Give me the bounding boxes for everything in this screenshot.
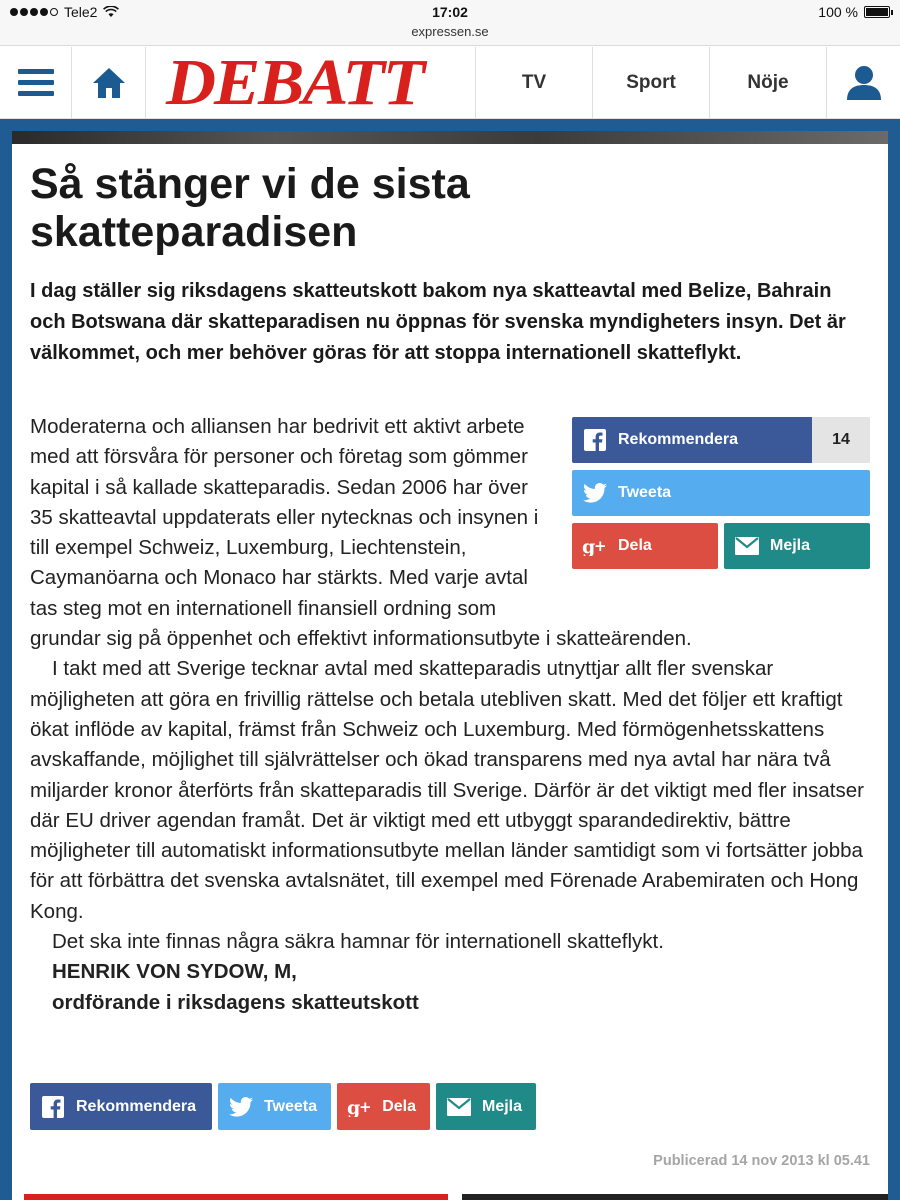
status-right xyxy=(818,4,890,20)
google-share-button-bottom[interactable] xyxy=(337,1083,430,1130)
user-icon xyxy=(845,65,883,101)
article-headline: Så stänger vi de sista skatteparadisen xyxy=(30,160,470,256)
battery-icon xyxy=(864,6,890,18)
mail-button[interactable] xyxy=(724,523,870,569)
tweet-label: Tweeta xyxy=(263,1097,317,1115)
svg-text:+: + xyxy=(594,537,607,555)
share-box-top xyxy=(572,417,870,569)
nav-underline xyxy=(0,119,900,131)
recommend-button[interactable] xyxy=(572,417,812,463)
mail-button-bottom[interactable] xyxy=(436,1083,536,1130)
hero-image-strip xyxy=(12,131,888,144)
mail-label: Mejla xyxy=(770,537,811,554)
tab-tv[interactable]: TV xyxy=(476,47,593,118)
google-share-button[interactable] xyxy=(572,523,718,569)
site-nav xyxy=(0,47,900,119)
debatt-logo: DEBATT xyxy=(166,45,423,119)
tweet-row xyxy=(572,470,870,516)
battery-percent: 100 % xyxy=(818,4,858,20)
footer-teaser-red[interactable] xyxy=(24,1194,448,1200)
recommend-button-bottom[interactable] xyxy=(30,1083,212,1130)
tweet-label: Tweeta xyxy=(618,484,672,501)
tab-noje[interactable]: Nöje xyxy=(710,47,827,118)
mail-icon xyxy=(724,537,770,555)
author-title: ordförande i riksdagens skatteutskott xyxy=(52,990,419,1014)
author-name: HENRIK VON SYDOW, M, xyxy=(52,960,297,984)
recommend-label: Rekommendera xyxy=(618,431,739,448)
battery-fill xyxy=(866,8,888,16)
twitter-icon xyxy=(572,483,618,503)
published-date: Publicerad 14 nov 2013 kl 05.41 xyxy=(653,1153,870,1169)
svg-text:+: + xyxy=(358,1097,372,1116)
section-logo[interactable] xyxy=(146,47,476,118)
svg-text:g: g xyxy=(582,536,596,556)
hamburger-icon xyxy=(18,69,54,96)
clock: 17:02 xyxy=(432,4,468,20)
share-box-bottom xyxy=(30,1083,536,1130)
google-share-label: Dela xyxy=(618,537,652,554)
recommend-row xyxy=(572,417,870,463)
google-plus-icon xyxy=(572,536,618,556)
article-lead: I dag ställer sig riksdagens skatteutskott bakom nya skatteavtal med Belize, Bahrain och Botswana där skatteparadisen nu öppnas för svenska myndigheters insyn. Det är välkommet, och mer behöver göras för att stoppa internationell skatteflykt. xyxy=(30,280,846,364)
address-bar-url[interactable]: expressen.se xyxy=(411,24,489,39)
tweet-button[interactable] xyxy=(572,470,870,516)
mail-icon xyxy=(436,1098,482,1116)
facebook-icon xyxy=(30,1096,76,1118)
left-frame xyxy=(0,119,12,1200)
recommend-label: Rekommendera xyxy=(76,1097,197,1115)
paragraph-1: Moderaterna och alliansen har bedrivit ett aktivt arbete med att försvåra för personer och företag som gömmer kapital i så kallade skatteparadis. Sedan 2006 har över 35 skatteavtal uppdaterats eller nytecknas och insynen i till exempel Schweiz, Luxemburg, Liechtenstein, Caymanöarna och Monaco har stärkts. Med varje avtal tas steg mot en internationell finansiell ordning som grundar sig på öppenhet och effektivt informationsutbyte i skatteärenden. xyxy=(30,415,692,651)
home-button[interactable] xyxy=(72,47,146,118)
status-bar xyxy=(0,0,900,46)
google-plus-icon xyxy=(337,1097,382,1117)
footer-teaser-dark[interactable] xyxy=(462,1194,888,1200)
svg-text:g: g xyxy=(346,1096,360,1117)
home-icon xyxy=(91,66,127,100)
paragraph-2: I takt med att Sverige tecknar avtal med skatteparadis utnyttjar allt fler svenskar möjligheten att göra en frivillig rättelse och betala utebliven skatt. Med det följer ett kraftigt ökat inflöde av kapital, främst från Schweiz och Luxemburg. Med förmögenhetsskattens avskaffande, möjlighet till självrättelser och ökad transparens med nya avtal har nära två miljarder kronor återförts från skatteparadis till Sverige. Därför är det viktigt med fler insatser där EU driver agendan framåt. Det är viktigt med ett utbyggt sparandedirektiv, bättre möjligheter till automatiskt informationsutbyte mellan länder samtidigt som vi fortsätter jobba för att förbättra det svenska avtalsnätet, till exempel med Förenade Arabemiraten och Hong Kong. xyxy=(30,657,864,923)
facebook-icon xyxy=(572,429,618,451)
menu-button[interactable] xyxy=(0,47,72,118)
recommend-count: 14 xyxy=(812,417,870,463)
share-row xyxy=(572,523,870,569)
right-frame xyxy=(888,119,900,1200)
paragraph-3: Det ska inte finnas några säkra hamnar för internationell skatteflykt. xyxy=(52,930,664,954)
tab-sport[interactable]: Sport xyxy=(593,47,710,118)
mail-label: Mejla xyxy=(481,1097,522,1115)
google-share-label: Dela xyxy=(382,1097,416,1115)
twitter-icon xyxy=(218,1097,264,1117)
carrier-name: Tele2 xyxy=(64,4,98,20)
tweet-button-bottom[interactable] xyxy=(218,1083,331,1130)
user-button[interactable] xyxy=(827,47,900,118)
